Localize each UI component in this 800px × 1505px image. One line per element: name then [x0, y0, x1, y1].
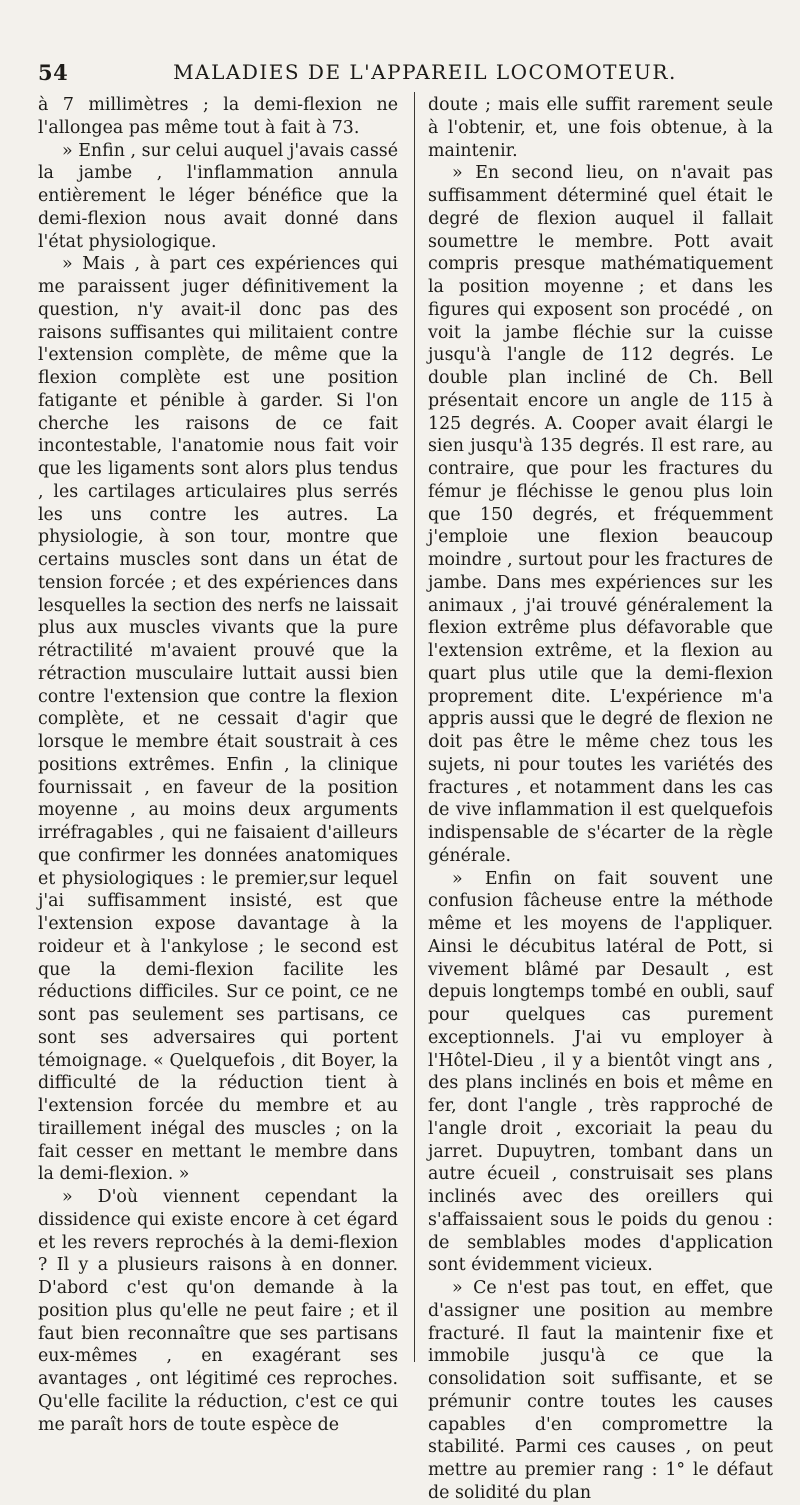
- paragraph: » En second lieu, on n'avait pas suffisamment déterminé quel était le degré de flexion auquel il fallait soumettre le membre. Pott avait compris presque mathématiquement la position moyenne ; et dans les figures qui exposent son procédé , on voit la jambe fléchie sur la cuisse jusqu'à l'angle de 112 degrés. Le double plan incliné de Ch. Bell présentait encore un angle de 115 à 125 degrés. A. Cooper avait élargi le sien jusqu'à 135 degrés. Il est rare, au contraire, que pour les fractures du fémur je fléchisse le genou plus loin que 150 degrés, et fréquemment j'emploie une flexion beaucoup moindre , surtout pour les fractures de jambe. Dans mes expériences sur les animaux , j'ai trouvé généralement la flexion extrême plus défavorable que l'extension extrême, et la flexion au quart plus utile que la demi-flexion proprement dite. L'expérience m'a appris aussi que le degré de flexion ne doit pas être le même chez tous les sujets, ni pour toutes les variétés des fractures , et notamment dans les cas de vive inflammation il est quelquefois indispensable de s'écarter de la règle générale.: [428, 163, 773, 866]
- paragraph: » D'où viennent cependant la dissidence qui existe encore à cet égard et les revers reprochés à la demi-flexion ? Il y a plusieurs raisons à en donner. D'abord c'est qu'on demande à la position plus qu'elle ne peut faire ; et il faut bien reconnaître que ses partisans eux-mêmes , en exagérant ses avantages , ont légitimé ces reproches. Qu'elle facilite la réduction, c'est ce qui me paraît hors de toute espèce de: [38, 1187, 398, 1435]
- left-column: [38, 94, 398, 1436]
- right-column: [428, 94, 773, 1505]
- paragraph: » Enfin on fait souvent une confusion fâcheuse entre la méthode même et les moyens de l'appliquer. Ainsi le décubitus latéral de Pott, si vivement blâmé par Desault , est depuis longtemps tombé en oubli, sauf pour quelques cas purement exceptionnels. J'ai vu employer à l'Hôtel-Dieu , il y a bientôt vingt ans , des plans inclinés en bois et même en fer, dont l'angle , très rapproché de l'angle droit , excoriait la peau du jarret. Dupuytren, tombant dans un autre écueil , construisait ses plans inclinés avec des oreillers qui s'affaissaient sous le poids du genou : de semblables modes d'application sont évidemment vicieux.: [428, 868, 773, 1276]
- paragraph: » Enfin , sur celui auquel j'avais cassé la jambe , l'inflammation annula entièrement le léger bénéfice que la demi-flexion nous avait donné dans l'état physiologique.: [38, 140, 398, 252]
- paragraph: doute ; mais elle suffit rarement seule à l'obtenir, et, une fois obtenue, à la maintenir.: [428, 95, 773, 161]
- paragraph: » Mais , à part ces expériences qui me paraissent juger définitivement la question, n'y avait-il donc pas des raisons suffisantes qui militaient contre l'extension complète, de même que la flexion complète est une position fatigante et pénible à garder. Si l'on cherche les raisons de ce fait incontestable, l'anatomie nous fait voir que les ligaments sont alors plus tendus , les cartilages articulaires plus serrés les uns contre les autres. La physiologie, à son tour, montre que certains muscles sont dans un état de tension forcée ; et des expériences dans lesquelles la section des nerfs ne laissait plus aux muscles vivants que la pure rétractilité m'avaient prouvé que la rétraction musculaire luttait aussi bien contre l'extension que contre la flexion complète, et ne cessait d'agir que lorsque le membre était soustrait à ces positions extrêmes. Enfin , la clinique fournissait , en faveur de la position moyenne , au moins deux arguments irréfragables , qui ne faisaient d'ailleurs que confirmer les données anatomiques et physiologiques : le premier,sur lequel j'ai suffisamment insisté, est que l'extension expose davantage à la roideur et à l'ankylose ; le second est que la demi-flexion facilite les réductions difficiles. Sur ce point, ce ne sont pas seulement ses partisans, ce sont ses adversaires qui portent témoignage. « Quelquefois , dit Boyer, la difficulté de la réduction tient à l'extension forcée du membre et au tiraillement inégal des muscles ; on la fait cesser en mettant le membre dans la demi-flexion. »: [38, 254, 398, 1185]
- running-title: MALADIES DE L'APPAREIL LOCOMOTEUR.: [173, 60, 677, 84]
- column-divider: [414, 92, 415, 1362]
- paragraph: à 7 millimètres ; la demi-flexion ne l'allongea pas même tout à fait à 73.: [38, 95, 398, 138]
- page-number: 54: [38, 60, 69, 85]
- paragraph: » Ce n'est pas tout, en effet, que d'assigner une position au membre fracturé. Il faut la maintenir fixe et immobile jusqu'à ce que la consolidation soit suffisante, et se prémunir contre toutes les causes capables d'en compromettre la stabilité. Parmi ces causes , on peut mettre au premier rang : 1° le défaut de solidité du plan: [428, 1278, 773, 1503]
